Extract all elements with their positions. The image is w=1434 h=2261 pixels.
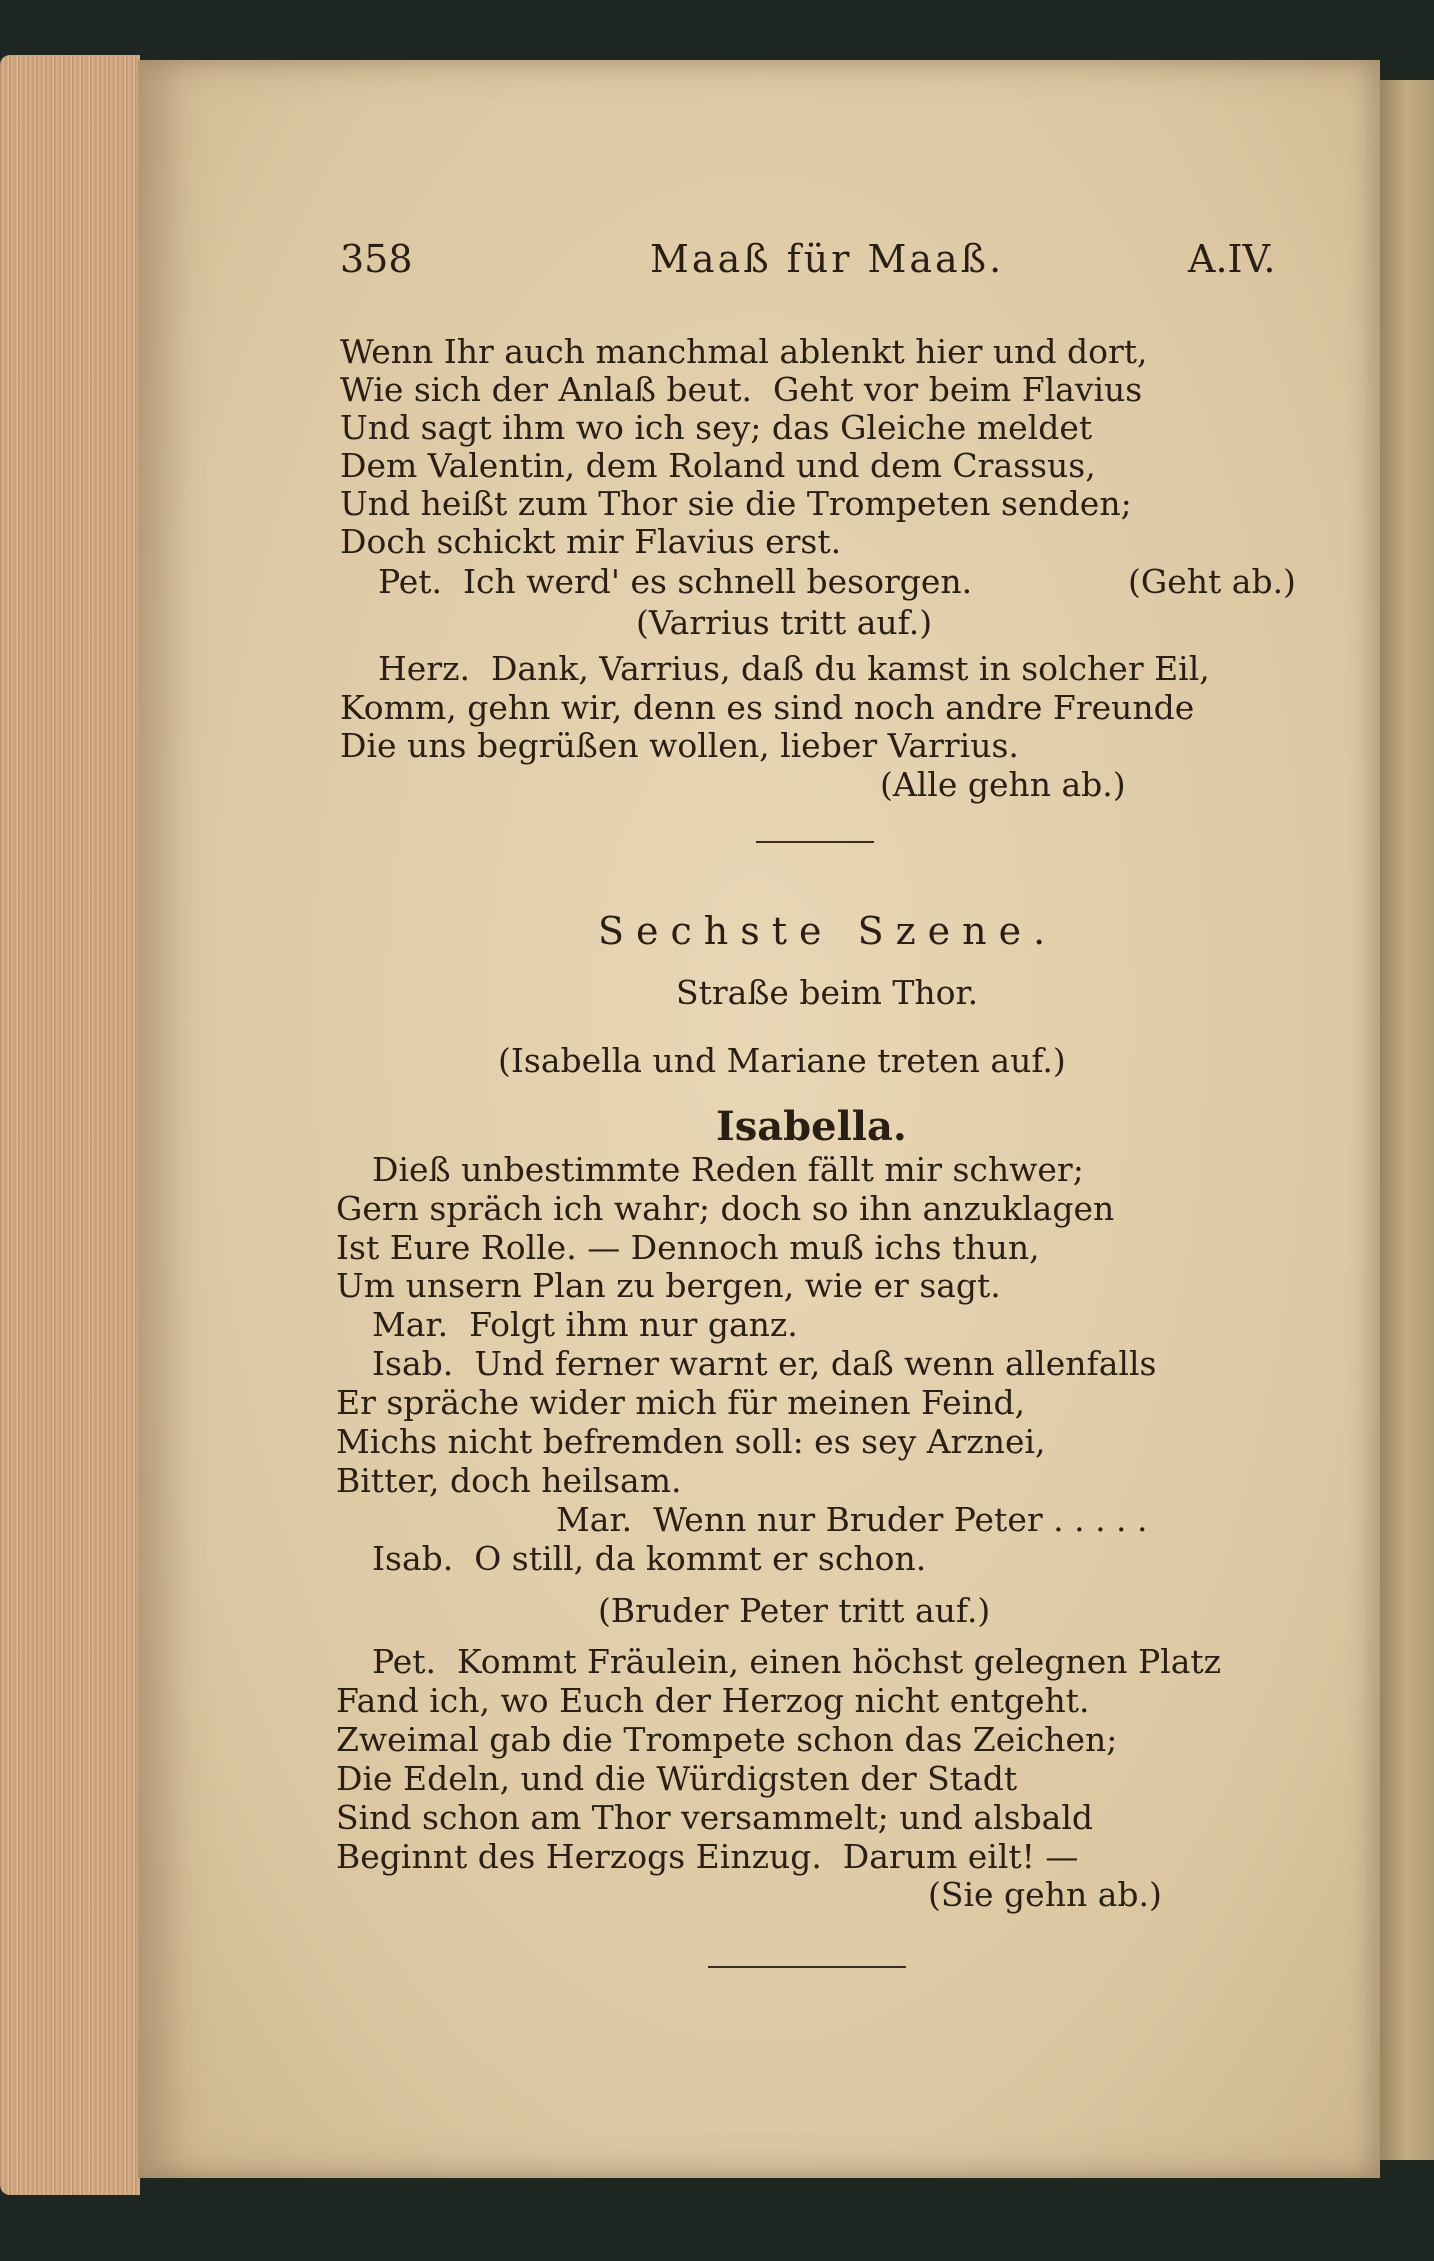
speaker-line: Pet. Ich werd' es schnell besorgen.: [378, 562, 973, 601]
verse-line: Gern spräch ich wahr; doch so ihn anzuklagen: [336, 1189, 1115, 1228]
verse-line: Wenn Ihr auch manchmal ablenkt hier und dort,: [340, 332, 1148, 371]
verse-line: Doch schickt mir Flavius erst.: [340, 522, 842, 561]
page-number: 358: [340, 237, 413, 281]
scene-location: Straße beim Thor.: [676, 973, 979, 1012]
running-title: Maaß für Maaß.: [650, 237, 1005, 281]
speaker-line: Isab. Und ferner warnt er, daß wenn allenfalls: [372, 1344, 1157, 1383]
verse-line: Dem Valentin, dem Roland und dem Crassus,: [340, 446, 1096, 485]
section-divider: [756, 841, 874, 843]
stage-direction: (Geht ab.): [1128, 562, 1296, 601]
verse-line: Komm, gehn wir, denn es sind noch andre Freunde: [340, 688, 1195, 727]
stage-direction: (Varrius tritt auf.): [636, 603, 933, 642]
stage-direction: (Sie gehn ab.): [928, 1875, 1162, 1914]
verse-line: Zweimal gab die Trompete schon das Zeichen;: [336, 1720, 1118, 1759]
stage-direction: (Bruder Peter tritt auf.): [598, 1591, 991, 1630]
verse-line: Michs nicht befremden soll: es sey Arznei,: [336, 1422, 1046, 1461]
verse-line: Fand ich, wo Euch der Herzog nicht entgeht.: [336, 1681, 1090, 1720]
verse-line: Wie sich der Anlaß beut. Geht vor beim Flavius: [340, 370, 1143, 409]
stage-direction: (Alle gehn ab.): [880, 765, 1126, 804]
adjacent-page-edge: [1380, 80, 1434, 2160]
verse-line: Ist Eure Rolle. — Dennoch muß ichs thun,: [336, 1228, 1040, 1267]
verse-line: Sind schon am Thor versammelt; und alsbald: [336, 1798, 1094, 1837]
verse-line: Und heißt zum Thor sie die Trompeten senden;: [340, 484, 1132, 523]
scene-title: Sechste Szene.: [598, 909, 1058, 953]
book-page-edges: [0, 55, 140, 2195]
verse-line: Bitter, doch heilsam.: [336, 1461, 682, 1500]
speaker-line: Mar. Folgt ihm nur ganz.: [372, 1305, 798, 1344]
speaker-line: Mar. Wenn nur Bruder Peter . . . . .: [556, 1500, 1148, 1539]
verse-line: Und sagt ihm wo ich sey; das Gleiche meldet: [340, 408, 1093, 447]
speaker-line: Pet. Kommt Fräulein, einen höchst gelegnen Platz: [372, 1642, 1222, 1681]
verse-line: Die Edeln, und die Würdigsten der Stadt: [336, 1759, 1018, 1798]
speaker-line: Isab. O still, da kommt er schon.: [372, 1539, 927, 1578]
verse-line: Um unsern Plan zu bergen, wie er sagt.: [336, 1266, 1001, 1305]
stage-direction: (Isabella und Mariane treten auf.): [498, 1041, 1066, 1080]
speaker-line: Herz. Dank, Varrius, daß du kamst in solcher Eil,: [378, 649, 1210, 688]
verse-line: Dieß unbestimmte Reden fällt mir schwer;: [372, 1150, 1084, 1189]
speaker-heading: Isabella.: [716, 1103, 907, 1150]
act-marker: A.IV.: [1188, 237, 1276, 281]
verse-line: Beginnt des Herzogs Einzug. Darum eilt! —: [336, 1837, 1079, 1876]
end-divider: [708, 1966, 906, 1968]
verse-line: Die uns begrüßen wollen, lieber Varrius.: [340, 726, 1019, 765]
verse-line: Er spräche wider mich für meinen Feind,: [336, 1383, 1026, 1422]
